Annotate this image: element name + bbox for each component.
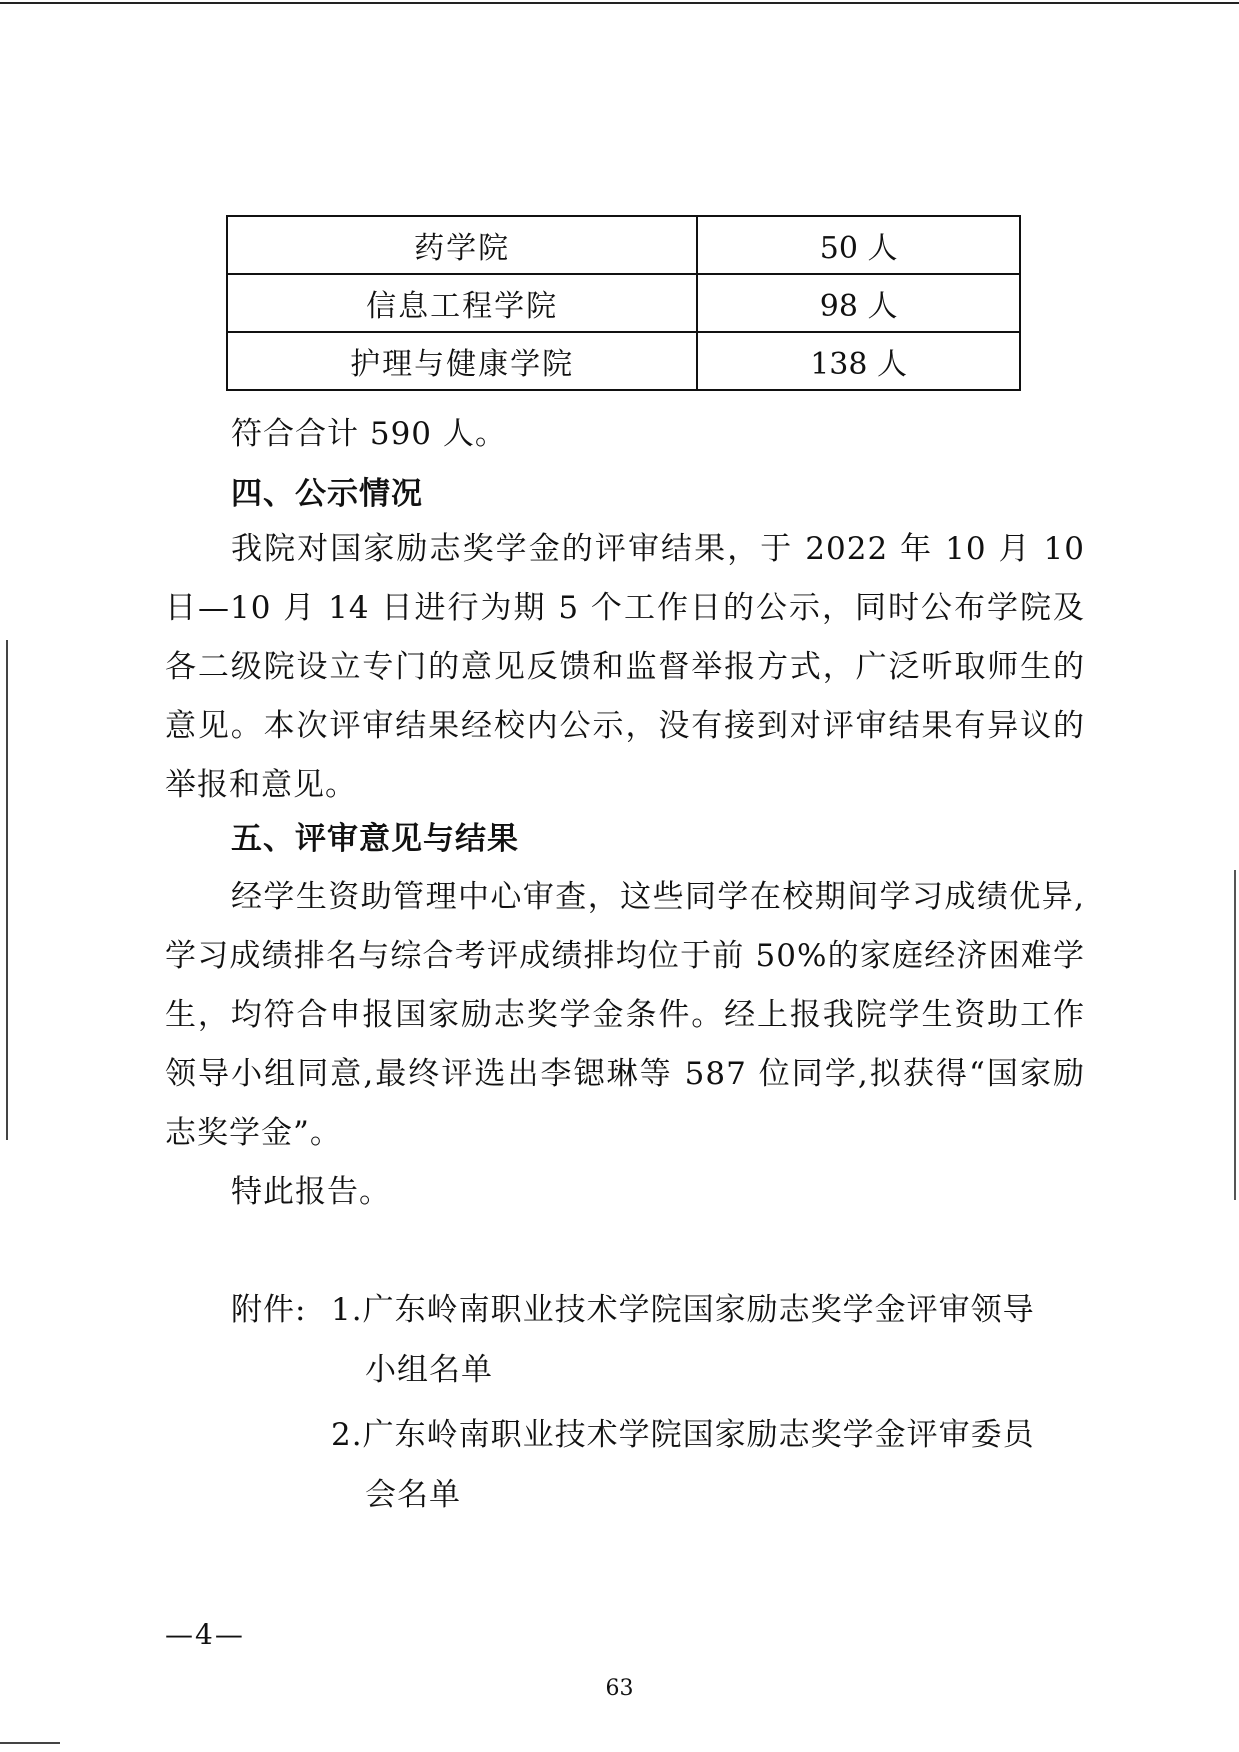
section-heading-publicity: 四、公示情况 (231, 476, 423, 512)
scan-edge-left (6, 640, 8, 1140)
attachment-item-2-line2: 会名单 (365, 1477, 461, 1513)
attachment-item-2-line1: 2.广东岭南职业技术学院国家励志奖学金评审委员 (331, 1417, 1035, 1453)
quota-count-cell: 50 人 (697, 216, 1020, 274)
attachment-item-2 (331, 1405, 1071, 1525)
quota-count-cell: 98 人 (697, 274, 1020, 332)
section-heading-review-result: 五、评审意见与结果 (231, 821, 519, 857)
attachment-item-1 (331, 1280, 1071, 1400)
closing-statement: 特此报告。 (231, 1174, 391, 1210)
publicity-paragraph: 我院对国家励志奖学金的评审结果，于 2022 年 10 月 10 日—10 月 14 日进行为期 5 个工作日的公示，同时公布学院及各二级院设立专门的意见反馈和监督举报方式，广泛听取师生的意见。本次评审结果经校内公示，没有接到对评审结果有异议的举报和意见。 (165, 531, 1085, 803)
attachment-label: 附件: (231, 1292, 307, 1328)
total-count-line: 符合合计 590 人。 (231, 416, 507, 452)
attachment-item-1-line2: 小组名单 (365, 1352, 493, 1388)
page-number: —4— (165, 1618, 245, 1651)
scan-edge-bottom (0, 1742, 60, 1744)
quota-table (226, 215, 1021, 391)
college-name-cell: 信息工程学院 (227, 274, 697, 332)
college-name-cell: 药学院 (227, 216, 697, 274)
table-row (227, 274, 1020, 332)
attachment-item-1-line1: 1.广东岭南职业技术学院国家励志奖学金评审领导 (331, 1292, 1035, 1328)
scan-border-top (0, 2, 1239, 4)
quota-count-cell: 138 人 (697, 332, 1020, 390)
table-row (227, 216, 1020, 274)
scan-edge-right (1234, 870, 1236, 1200)
review-result-paragraph: 经学生资助管理中心审查，这些同学在校期间学习成绩优异,学习成绩排名与综合考评成绩排均位于前 50%的家庭经济困难学生，均符合申报国家励志奖学金条件。经上报我院学生资助工作领导小组同意,最终评选出李锶琳等 587 位同学,拟获得“国家励志奖学金”。 (165, 879, 1085, 1151)
page-sequence-number: 63 (605, 1676, 634, 1701)
table-row (227, 332, 1020, 390)
college-name-cell: 护理与健康学院 (227, 332, 697, 390)
